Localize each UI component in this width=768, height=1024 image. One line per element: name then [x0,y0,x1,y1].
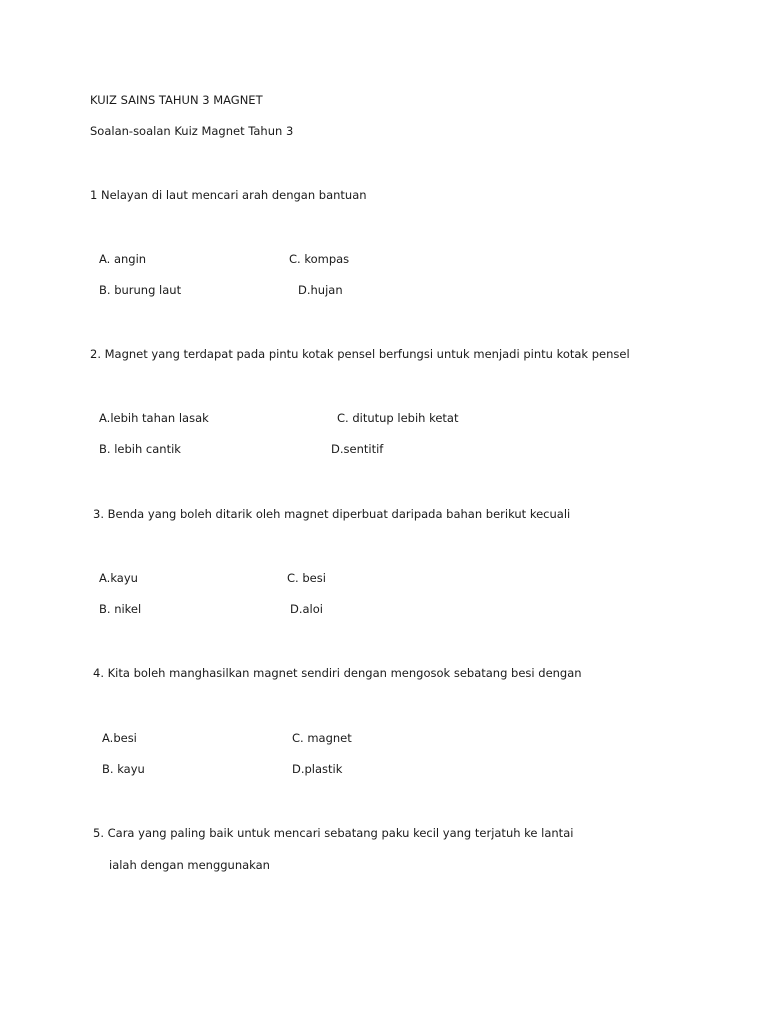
question-4-option-c: C. magnet [292,731,352,745]
question-4-option-a: A.besi [102,731,137,745]
question-4-option-b: B. kayu [102,762,145,776]
question-3-option-b: B. nikel [99,602,142,616]
question-2-option-d: D.sentitif [331,442,384,456]
question-2-option-a: A.lebih tahan lasak [99,411,209,425]
question-4-text: 4. Kita boleh manghasilkan magnet sendiri dengan mengosok sebatang besi dengan [93,666,582,680]
question-2-option-b: B. lebih cantik [99,442,181,456]
question-5-continuation: ialah dengan menggunakan [109,858,270,872]
question-1-option-c: C. kompas [289,252,350,266]
question-2-text: 2. Magnet yang terdapat pada pintu kotak pensel berfungsi untuk menjadi pintu kotak pensel [90,347,630,361]
question-4-option-d: D.plastik [292,762,343,776]
question-1-option-d: D.hujan [298,283,343,297]
question-3-option-c: C. besi [287,571,326,585]
question-1-option-b: B. burung laut [99,283,182,297]
question-3-option-a: A.kayu [99,571,138,585]
document-subtitle: Soalan-soalan Kuiz Magnet Tahun 3 [90,124,294,138]
document-title: KUIZ SAINS TAHUN 3 MAGNET [90,93,263,107]
question-1-text: 1 Nelayan di laut mencari arah dengan bantuan [90,188,367,202]
question-3-text: 3. Benda yang boleh ditarik oleh magnet diperbuat daripada bahan berikut kecuali [93,507,571,521]
question-2-option-c: C. ditutup lebih ketat [337,411,459,425]
question-3-option-d: D.aloi [290,602,323,616]
question-5-text: 5. Cara yang paling baik untuk mencari sebatang paku kecil yang terjatuh ke lantai [93,826,574,840]
question-1-option-a: A. angin [99,252,147,266]
